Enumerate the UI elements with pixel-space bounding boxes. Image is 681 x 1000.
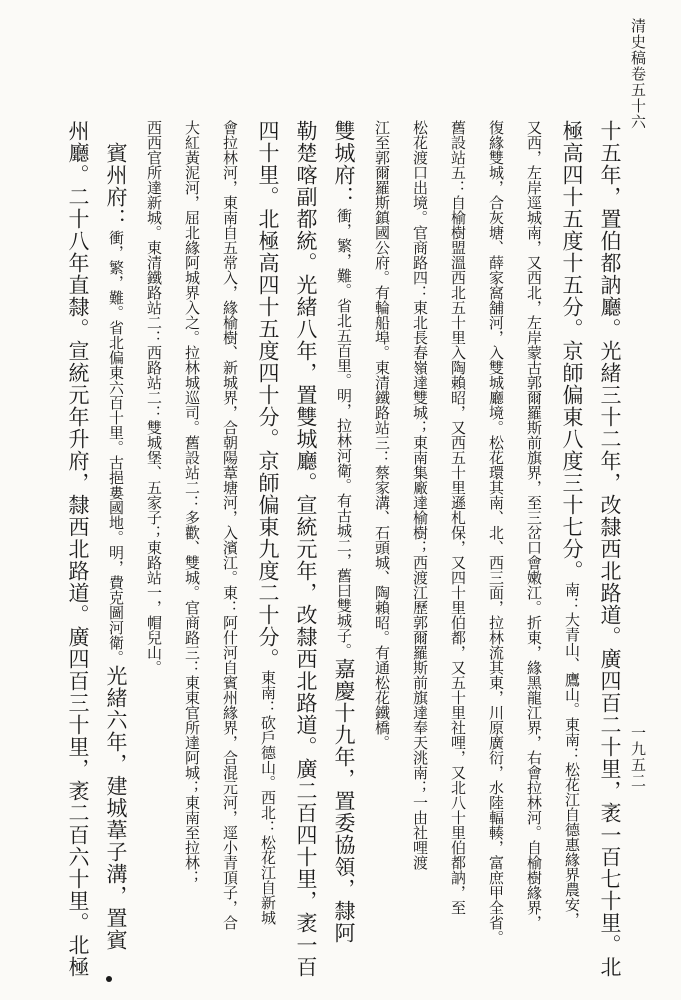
main-text: 勒楚喀副都統。光緒八年，置雙城廳。宣統元年，改隸西北路道。廣二百四十里，袤一百: [294, 120, 318, 978]
text-column: [211, 120, 249, 990]
body-text: [29, 120, 629, 990]
running-title: 清史稿卷五十六: [629, 18, 647, 130]
annotation-text: 東南：砍戶德山。西北：松花江自新城: [259, 670, 277, 925]
margin-dot: [106, 976, 112, 982]
main-text: 極高四十五度十五分。京師偏東八度三十七分。: [560, 120, 584, 582]
main-text: 光緒六年，建城葦子溝，置賓: [104, 665, 128, 951]
annotation-text: 江至郭爾羅斯鎮國公府。有輪船埠。東清鐵路站三：蔡家溝、石頭城、陶賴昭。有通松花鐵橋。: [373, 120, 391, 750]
annotation-text: 松花渡口出境。官商路四：東北長春嶺達雙城；東南集廠達榆樹；西渡江歷郭爾羅斯前旗達奉天洮南；一由社哩渡: [411, 120, 429, 870]
text-column: [591, 120, 629, 990]
text-column: [97, 120, 135, 990]
annotation-text: 衝，繁，難。省北偏東六百十里。古挹婁國地。明，費克圖河衛。: [107, 230, 125, 665]
annotation-text: 舊設站五：自榆樹盟溫西北五十里入陶賴昭，又西五十里遜札保，又四十里伯都，又五十里社哩，又北八十里伯都訥，至: [449, 120, 467, 915]
annotation-text: 西西官所達新城。東清鐵路站二：西路站二：雙城堡、五家子；東路站一，帽兒山。: [145, 120, 163, 675]
main-text: 嘉慶十九年，置委協領，隸阿: [332, 658, 356, 944]
text-column: [439, 120, 477, 990]
main-text: 十五年，置伯都訥廳。光緒三十二年，改隸西北路道。廣四百二十里，袤一百七十里。北: [598, 120, 622, 978]
annotation-text: 南：大青山、鷹山。東南：松花江自德惠緣界農安，: [563, 582, 581, 927]
main-text: 四十里。北極高四十五度四十分。京師偏東九度二十分。: [256, 120, 280, 670]
text-column: [249, 120, 287, 990]
annotation-text: 又西，左岸逕城南，又西北，左岸蒙古郭爾羅斯前旗界，至三岔口會嫩江。折東，緣黑龍江界，右會拉林河。自榆樹緣界，: [525, 120, 543, 930]
text-column: [287, 120, 325, 990]
main-text: 州廳。二十八年直隸。宣統元年升府，隸西北路道。廣四百三十里，袤二百六十里。北極: [66, 120, 90, 978]
text-column: [173, 120, 211, 990]
text-column: [135, 120, 173, 990]
text-column: [477, 120, 515, 990]
text-column: [325, 120, 363, 990]
annotation-text: 大紅黃泥河，屈北緣阿城界入之。拉林城巡司。舊設站二：多歡、雙城。官商路三：東東官所達阿城；東南至拉林；: [183, 120, 201, 885]
text-column: [59, 120, 97, 990]
text-column: [363, 120, 401, 990]
main-text: 雙城府：: [332, 120, 356, 208]
annotation-text: 衝，繁，難。省北五百里。明，拉林河衛。有古城二，舊曰雙城子。: [335, 208, 353, 658]
text-column: [515, 120, 553, 990]
text-column: [401, 120, 439, 990]
main-text: 賓州府：: [104, 120, 128, 230]
annotation-text: 復緣雙城，合灰塘、薛家窩舖河，入雙城廳境。松花環其南、北、西三面，拉林流其東，川原廣衍，水陸輻輳，富庶甲全省。: [487, 120, 505, 945]
page-number: 一九五二: [629, 725, 647, 789]
text-column: [553, 120, 591, 990]
annotation-text: 會拉林河，東南自五常入，緣榆樹、新城界，合朝陽葦塘河，入濱江。東：阿什河自賓州緣界，合混元河，逕小青頂子，合: [221, 120, 239, 930]
